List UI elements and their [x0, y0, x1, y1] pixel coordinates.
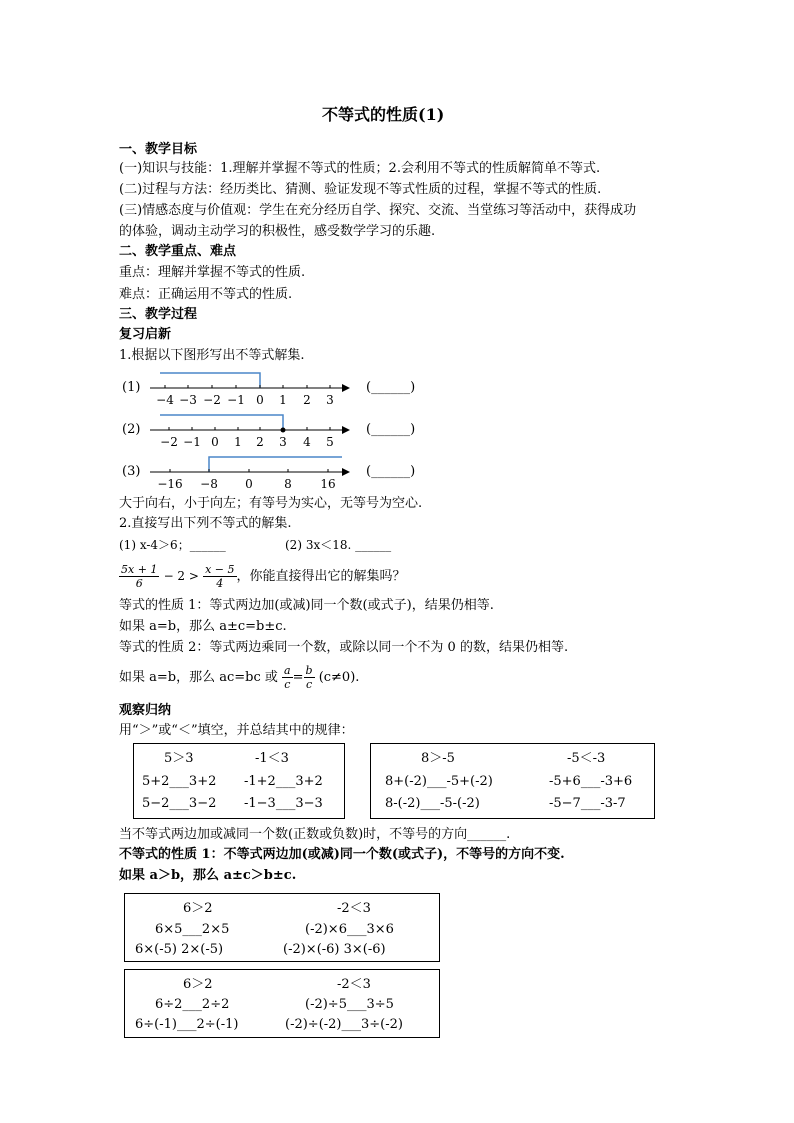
box-cell[interactable]: (-2)×6___3×6 [305, 922, 394, 937]
inequality-property-1: 不等式的性质 1：不等式两边加(或减)同一个数(或式子)，不等号的方向不变. [119, 847, 565, 862]
tick-label: −2 [203, 393, 221, 407]
fraction-denominator: 6 [135, 577, 143, 590]
comparison-box-2 [370, 743, 655, 819]
box-cell[interactable]: 6÷2___2÷2 [155, 997, 230, 1012]
box-cell[interactable]: 5+2___3+2 [142, 774, 217, 789]
tick-label: 2 [256, 435, 264, 449]
fraction: $\frac{a}{c}$ [284, 664, 291, 691]
box-cell[interactable]: (-2)×(-6) 3×(-6) [283, 942, 386, 957]
box-cell: -5＜-3 [567, 751, 606, 766]
question-2-1: (1) x-4＞6；______ [119, 538, 226, 552]
box-cell: -2＜3 [337, 901, 371, 916]
question-2-3 [119, 558, 406, 595]
box-cell[interactable]: (-2)÷(-2)___3÷(-2) [285, 1017, 403, 1032]
tick-label: 8 [284, 477, 292, 491]
tick-label: 0 [211, 435, 219, 449]
goal-process: (二)过程与方法：经历类比、猜测、验证发现不等式性质的过程，掌握不等式的性质. [119, 182, 602, 197]
tick-label: 3 [279, 435, 287, 449]
numberline-label: (1) [122, 380, 141, 395]
observe-heading: 观察归纳 [119, 703, 172, 718]
inequality-middle: − 2 > [163, 569, 199, 583]
box-cell[interactable]: -5+6___-3+6 [549, 774, 633, 789]
box-cell: 6＞2 [183, 901, 213, 916]
equality-property-1-example: 如果 a=b，那么 a±c=b±c. [119, 619, 287, 634]
question-1: 1.根据以下图形写出不等式解集. [119, 348, 305, 363]
box-cell[interactable]: 8+(-2)___-5+(-2) [385, 774, 493, 789]
tick-label: −3 [179, 393, 197, 407]
tick-label: 3 [326, 393, 334, 407]
equality-property-2-example: 如果 a=b，那么 ac=bc 或 $\frac{a}{c}$ = $\frac{b}{c}$ (c≠0). [119, 664, 360, 691]
process-heading: 三、教学过程 [119, 307, 198, 322]
tick-label: 4 [303, 435, 311, 449]
difficult-point: 难点：正确运用不等式的性质. [119, 287, 293, 302]
answer-blank-2[interactable]: (______) [366, 422, 416, 437]
tick-label: −4 [156, 393, 174, 407]
box-cell: -2＜3 [337, 977, 371, 992]
box-cell: 8＞-5 [421, 751, 455, 766]
conclusion-text: 当不等式两边加或减同一个数(正数或负数)时，不等号的方向______. [119, 827, 511, 842]
comparison-box-3 [124, 893, 440, 962]
box-cell[interactable]: -1+2___3+2 [244, 774, 323, 789]
box-cell[interactable]: 6×(-5) 2×(-5) [135, 942, 224, 957]
goals-heading: 一、教学目标 [119, 142, 198, 157]
box-cell[interactable]: (-2)÷5___3÷5 [305, 997, 394, 1012]
review-heading: 复习启新 [119, 327, 172, 342]
numberline-label: (3) [122, 464, 141, 479]
tick-label: 0 [256, 393, 264, 407]
answer-blank-3[interactable]: (______) [366, 464, 416, 479]
keypoints-heading: 二、教学重点、难点 [119, 244, 237, 259]
direction-rule: 大于向右，小于向左；有等号为实心，无等号为空心. [119, 496, 423, 511]
tick-label: 16 [320, 477, 336, 491]
box-cell[interactable]: 6÷(-1)___2÷(-1) [135, 1017, 239, 1032]
box-cell: 6＞2 [183, 977, 213, 992]
numberline-label: (2) [122, 422, 141, 437]
key-point: 重点：理解并掌握不等式的性质. [119, 265, 306, 280]
fraction [119, 563, 159, 590]
equality-property-2: 等式的性质 2：等式两边乘同一个数，或除以同一个不为 0 的数，结果仍相等. [119, 640, 569, 655]
box-cell: -1＜3 [255, 751, 289, 766]
fraction: $\frac{b}{c}$ [305, 664, 313, 691]
box-cell[interactable]: 8-(-2)___-5-(-2) [385, 796, 480, 811]
fraction [203, 563, 236, 590]
observe-instructions: 用“＞”或“＜”填空，并总结其中的规律： [119, 723, 354, 738]
tick-label: 1 [234, 435, 242, 449]
question-2-2: (2) 3x＜18. ______ [285, 538, 392, 552]
number-line-2 [150, 408, 360, 450]
goal-attitude-line2: 的体验，调动主动学习的积极性，感受数学学习的乐趣. [119, 224, 436, 239]
tick-label: −8 [200, 477, 218, 491]
box-cell[interactable]: -1−3___3−3 [244, 796, 323, 811]
box-cell[interactable]: 6×5___2×5 [155, 922, 230, 937]
comparison-box-1 [133, 743, 345, 819]
question-2: 2.直接写出下列不等式的解集. [119, 516, 292, 531]
number-line-1 [150, 366, 360, 408]
box-cell[interactable]: -5−7___-3-7 [549, 796, 626, 811]
tick-label: 1 [279, 393, 287, 407]
box-cell[interactable]: 5−2___3−2 [142, 796, 217, 811]
tick-label: −1 [183, 435, 201, 449]
comparison-box-4 [124, 969, 440, 1038]
equality-property-1: 等式的性质 1：等式两边加(或减)同一个数(或式子)，结果仍相等. [119, 598, 494, 613]
tick-label: 2 [303, 393, 311, 407]
fraction-numerator: x − 5 [205, 563, 235, 576]
goal-knowledge: (一)知识与技能：1.理解并掌握不等式的性质；2.会利用不等式的性质解简单不等式. [119, 161, 601, 176]
question-2-3-tail: ，你能直接得出它的解集吗？ [236, 569, 406, 584]
number-line-3 [150, 450, 360, 492]
answer-blank-1[interactable]: (______) [366, 380, 416, 395]
goal-attitude-line1: (三)情感态度与价值观：学生在充分经历自学、探究、交流、当堂练习等活动中，获得成功 [119, 203, 637, 218]
tick-label: −1 [227, 393, 245, 407]
box-cell: 5＞3 [164, 751, 194, 766]
tick-label: −2 [160, 435, 178, 449]
tick-label: 0 [245, 477, 253, 491]
fraction-numerator: 5x + 1 [121, 563, 158, 576]
fraction-denominator: 4 [216, 577, 224, 590]
tick-label: 5 [326, 435, 334, 449]
tick-label: −16 [157, 477, 183, 491]
page-title: 不等式的性质(1) [322, 105, 445, 124]
inequality-property-1-example: 如果 a＞b，那么 a±c＞b±c. [119, 868, 297, 883]
